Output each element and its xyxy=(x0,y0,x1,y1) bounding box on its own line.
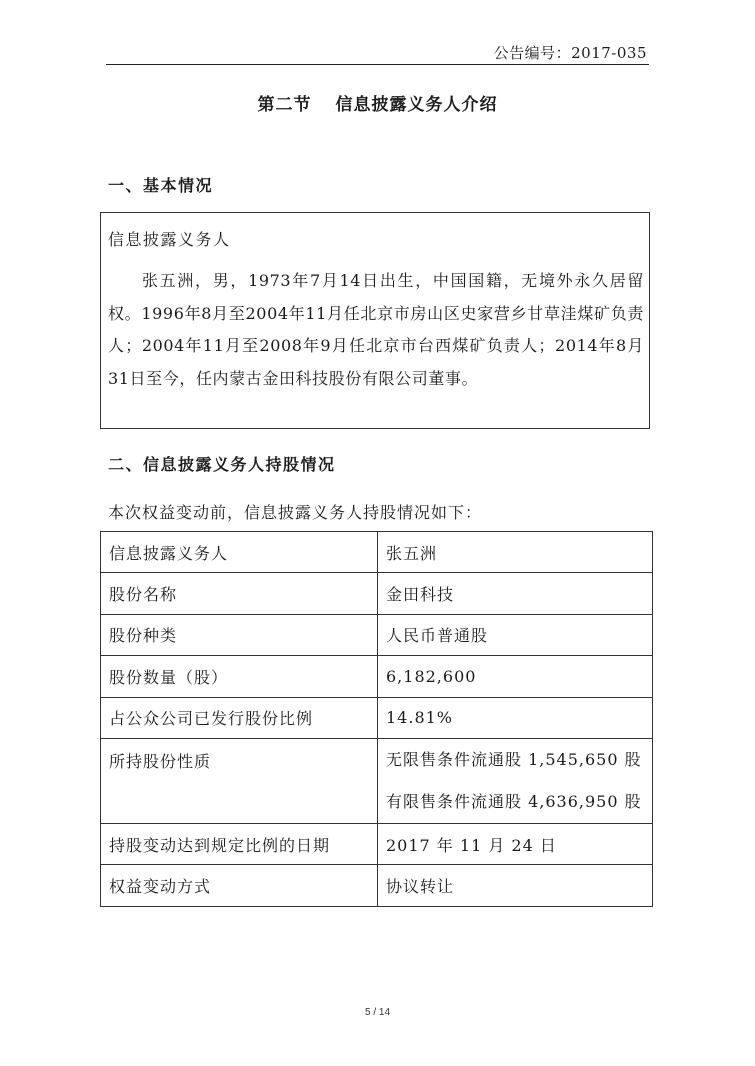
header-divider xyxy=(106,64,649,65)
table-row xyxy=(101,865,653,906)
row-value: 6,182,600 xyxy=(378,656,653,697)
row-value: 人民币普通股 xyxy=(378,614,653,655)
section-number: 第二节 xyxy=(257,95,312,115)
table-row xyxy=(101,573,653,614)
holdings-intro: 本次权益变动前，信息披露义务人持股情况如下： xyxy=(108,503,483,522)
table-row xyxy=(101,697,653,738)
page-number: 5 / 14 xyxy=(364,1007,391,1018)
table-row xyxy=(101,532,653,573)
table-row xyxy=(101,823,653,864)
row-value xyxy=(378,738,653,823)
heading-holdings: 二、信息披露义务人持股情况 xyxy=(108,455,336,474)
row-label: 信息披露义务人 xyxy=(101,532,378,573)
row-value: 协议转让 xyxy=(378,865,653,906)
row-value-line: 有限售条件流通股 4,636,950 股 xyxy=(386,791,642,811)
row-value-line: 无限售条件流通股 1,545,650 股 xyxy=(386,749,642,769)
bio-text: 张五洲，男，1973年7月14日出生，中国国籍，无境外永久居留权。1996年8月至2004年11月任北京市房山区史家营乡甘草洼煤矿负责人；2004年11月至2008年9月任北京市台西煤矿负责人；2014年8月31日至今，任内蒙古金田科技股份有限公司董事。 xyxy=(108,271,644,388)
bio-box xyxy=(100,212,650,429)
row-value: 14.81% xyxy=(378,697,653,738)
table-row xyxy=(101,614,653,655)
row-value: 2017 年 11 月 24 日 xyxy=(378,823,653,864)
section-title-text: 信息披露义务人介绍 xyxy=(335,95,498,115)
row-value: 张五洲 xyxy=(378,532,653,573)
heading-basic-info: 一、基本情况 xyxy=(108,176,214,195)
section-title xyxy=(0,90,755,115)
table-row xyxy=(101,656,653,697)
row-label: 股份种类 xyxy=(101,614,378,655)
bio-box-label: 信息披露义务人 xyxy=(108,230,231,249)
row-label: 占公众公司已发行股份比例 xyxy=(101,697,378,738)
row-value: 金田科技 xyxy=(378,573,653,614)
holdings-table xyxy=(100,531,653,907)
row-label: 股份名称 xyxy=(101,573,378,614)
row-label: 股份数量（股） xyxy=(101,656,378,697)
row-label: 所持股份性质 xyxy=(101,738,378,823)
row-label: 持股变动达到规定比例的日期 xyxy=(101,823,378,864)
table-row xyxy=(101,738,653,823)
row-label: 权益变动方式 xyxy=(101,865,378,906)
announcement-code: 公告编号：2017-035 xyxy=(493,44,647,62)
